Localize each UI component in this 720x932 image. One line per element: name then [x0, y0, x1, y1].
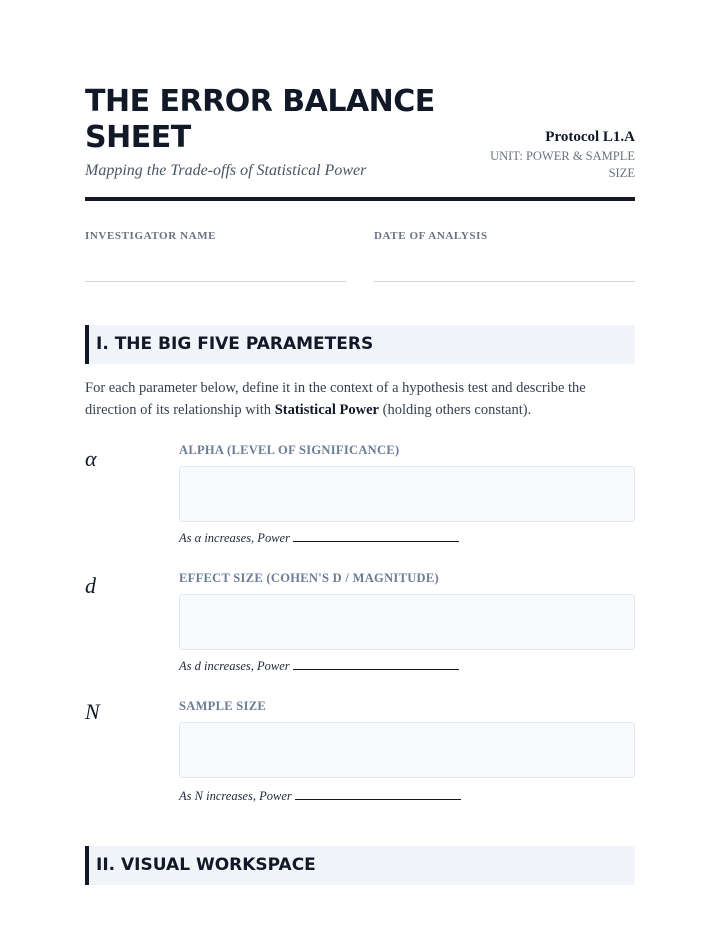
section-heading-parameters — [85, 325, 635, 364]
protocol-id: Protocol L1.A — [545, 129, 635, 145]
relation-answer-blank[interactable] — [295, 788, 461, 800]
relation-prompt — [179, 658, 459, 674]
parameter-label: SAMPLE SIZE — [179, 699, 267, 713]
section-heading-visual-workspace — [85, 846, 635, 885]
investigator-label: INVESTIGATOR NAME — [85, 230, 217, 242]
relation-prefix: As — [179, 659, 192, 673]
investigator-input-line[interactable] — [85, 281, 346, 282]
parameter-symbol: d — [85, 573, 96, 598]
section-heading-text: II. VISUAL WORKSPACE — [96, 855, 316, 875]
section-intro — [85, 377, 635, 421]
relation-suffix: increases, Power — [204, 531, 290, 545]
relation-suffix: increases, Power — [204, 659, 290, 673]
relation-suffix: increases, Power — [206, 789, 292, 803]
date-label: DATE OF ANALYSIS — [374, 230, 488, 242]
relation-prefix: As — [179, 531, 192, 545]
worksheet-page — [85, 0, 635, 875]
definition-answer-box[interactable] — [179, 466, 635, 522]
intro-bold-term: Statistical Power — [274, 402, 379, 418]
section-heading-text: I. THE BIG FIVE PARAMETERS — [96, 334, 374, 354]
header-rule — [85, 197, 635, 201]
definition-answer-box[interactable] — [179, 594, 635, 650]
parameter-symbol: α — [85, 446, 97, 471]
relation-answer-blank[interactable] — [293, 658, 459, 670]
page-subtitle: Mapping the Trade-offs of Statistical Power — [85, 162, 367, 179]
parameter-label: ALPHA (LEVEL OF SIGNIFICANCE) — [179, 443, 400, 457]
relation-prompt — [179, 788, 461, 804]
worksheet-header — [85, 0, 635, 201]
relation-answer-blank[interactable] — [293, 530, 459, 542]
investigator-field[interactable] — [85, 230, 346, 242]
date-input-line[interactable] — [374, 281, 635, 282]
unit-label: UNIT: POWER & SAMPLE SIZE — [490, 149, 635, 180]
intro-text-end: (holding others constant). — [378, 402, 532, 418]
intro-text-start: For each parameter below, define it in the context of a hypothesis test and describe the direction of its relationship with — [85, 380, 586, 418]
relation-symbol: d — [194, 659, 201, 673]
relation-prompt — [179, 530, 459, 546]
parameter-label: EFFECT SIZE (COHEN'S D / MAGNITUDE) — [179, 571, 439, 585]
date-field[interactable] — [374, 230, 635, 242]
relation-prefix: As — [179, 789, 192, 803]
info-fields — [85, 230, 635, 284]
definition-answer-box[interactable] — [179, 722, 635, 778]
relation-symbol: α — [194, 531, 202, 545]
relation-symbol: N — [194, 789, 203, 803]
parameter-symbol: N — [85, 699, 100, 724]
page-title: THE ERROR BALANCE SHEET — [85, 84, 435, 155]
